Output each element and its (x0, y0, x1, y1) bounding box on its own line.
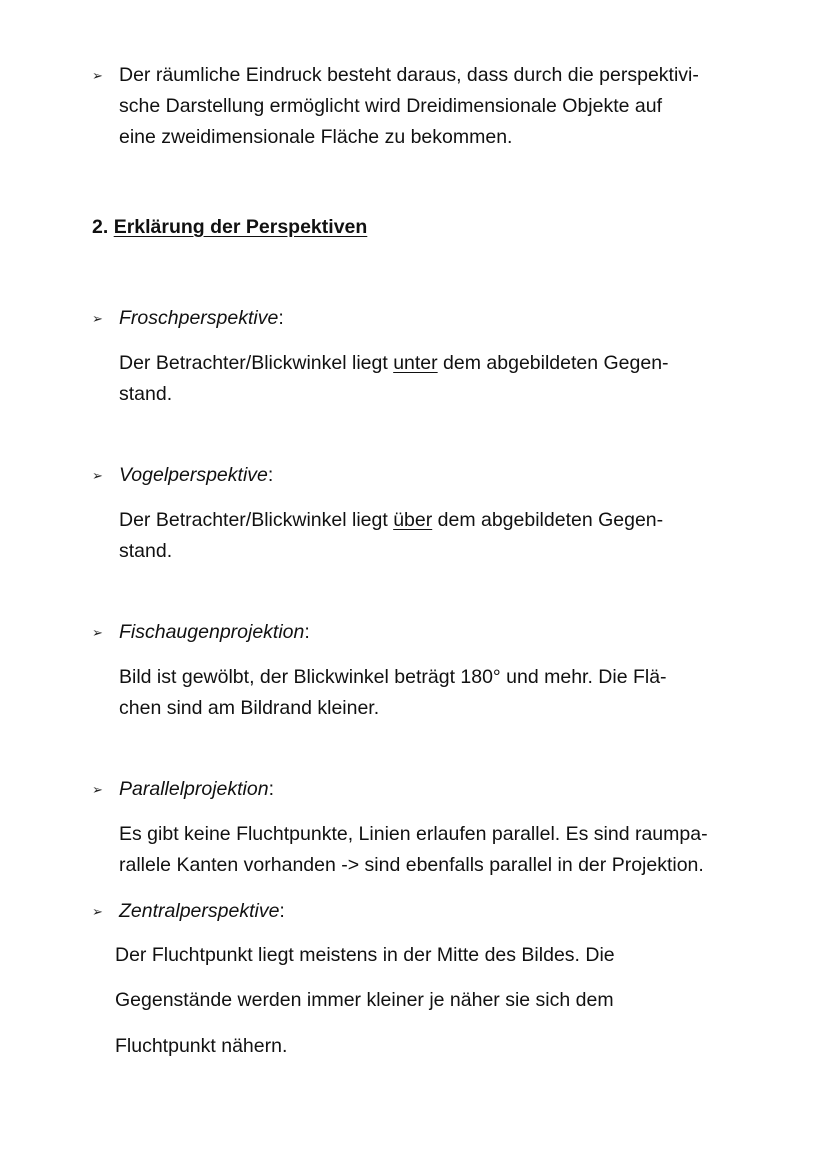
bullet-arrow-icon: ➢ (92, 68, 103, 83)
bullet-arrow-icon: ➢ (92, 311, 103, 326)
item-label-parallelprojektion: Parallelprojektion: (119, 778, 275, 800)
bullet-arrow-icon: ➢ (92, 782, 103, 797)
intro-line-1: Der räumliche Eindruck besteht daraus, dass durch die perspektivi- (119, 64, 699, 86)
intro-line-2: sche Darstellung ermöglicht wird Dreidimensionale Objekte auf (119, 95, 663, 117)
item-text-fischaugenprojektion-2: chen sind am Bildrand kleiner. (119, 697, 380, 719)
emphasis-unter: unter (393, 352, 438, 374)
section-heading (92, 215, 367, 239)
item-text-zentralperspektive-1: Der Fluchtpunkt liegt meistens in der Mitte des Bildes. Die (115, 944, 615, 966)
item-text-zentralperspektive-2: Gegenstände werden immer kleiner je näher sie sich dem (115, 989, 614, 1011)
section-number: 2. (92, 216, 109, 238)
emphasis-ueber: über (393, 509, 433, 531)
item-text-vogelperspektive-2: stand. (119, 540, 173, 562)
item-label-zentralperspektive: Zentralperspektive: (119, 900, 285, 922)
item-text-parallelprojektion-1: Es gibt keine Fluchtpunkte, Linien erlaufen parallel. Es sind raumpa- (119, 823, 708, 845)
section-title: Erklärung der Perspektiven (113, 216, 368, 238)
item-text-zentralperspektive-3: Fluchtpunkt nähern. (115, 1035, 288, 1057)
bullet-arrow-icon: ➢ (92, 904, 103, 919)
item-label-vogelperspektive: Vogelperspektive: (119, 464, 274, 486)
item-text-parallelprojektion-2: rallele Kanten vorhanden -> sind ebenfalls parallel in der Projektion. (119, 854, 704, 876)
item-text-fischaugenprojektion-1: Bild ist gewölbt, der Blickwinkel beträgt 180° und mehr. Die Flä- (119, 666, 667, 688)
item-label-fischaugenprojektion: Fischaugenprojektion: (119, 621, 310, 643)
bullet-arrow-icon: ➢ (92, 625, 103, 640)
item-text-froschperspektive: Der Betrachter/Blickwinkel liegt unter dem abgebildeten Gegen- (119, 352, 669, 374)
item-label-froschperspektive: Froschperspektive: (119, 307, 284, 329)
intro-line-3: eine zweidimensionale Fläche zu bekommen. (119, 126, 513, 148)
bullet-arrow-icon: ➢ (92, 468, 103, 483)
item-text-froschperspektive-2: stand. (119, 383, 173, 405)
item-text-vogelperspektive: Der Betrachter/Blickwinkel liegt über dem abgebildeten Gegen- (119, 509, 664, 531)
